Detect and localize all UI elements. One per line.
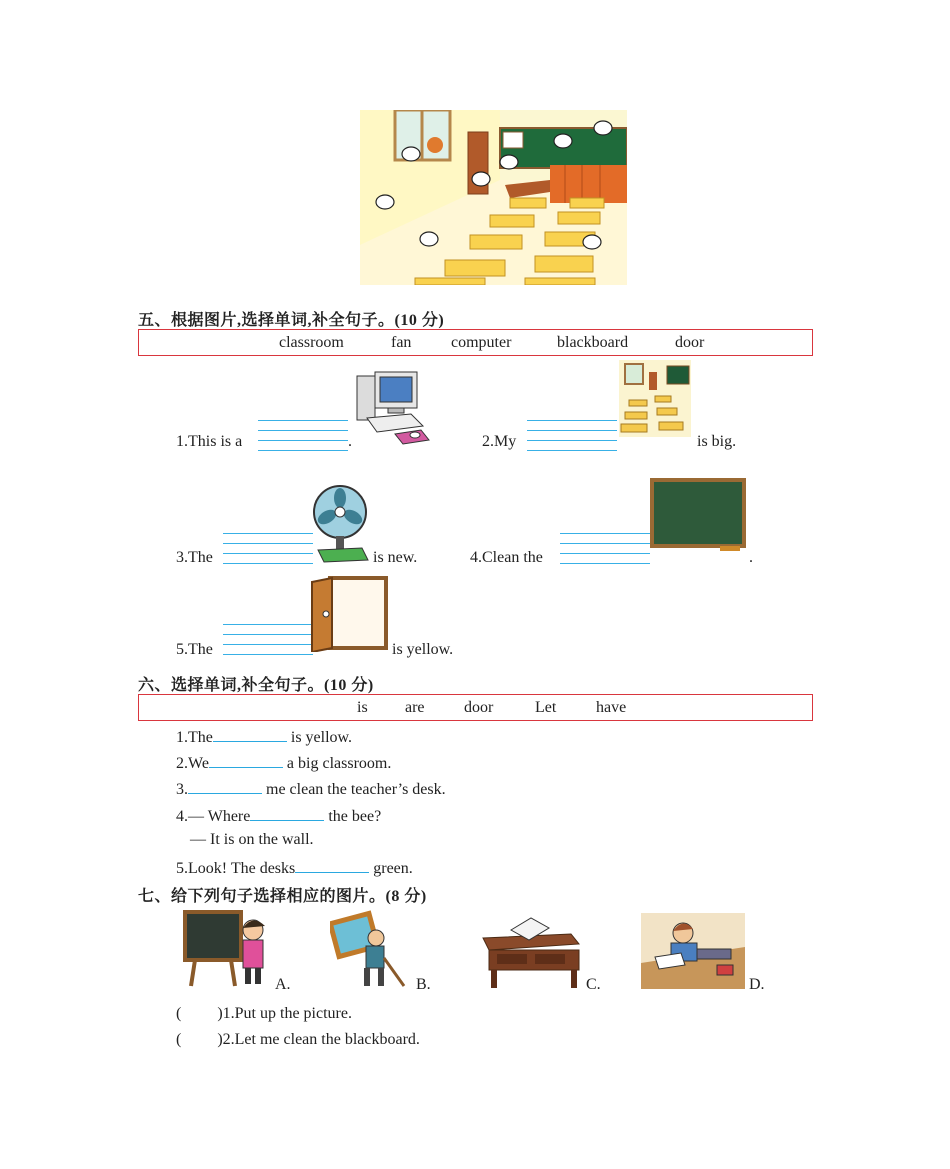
section-5-word-bank bbox=[138, 329, 813, 356]
computer-picture bbox=[355, 368, 435, 446]
classroom-picture bbox=[619, 360, 691, 437]
sec6-item3-pre: 3. bbox=[176, 781, 188, 798]
sec6-item4-post: the bee? bbox=[328, 808, 382, 825]
sec5-item5-blank[interactable] bbox=[223, 624, 313, 658]
sec6-item1-post: is yellow. bbox=[290, 729, 353, 746]
sec6-item5-pre: 5.Look! The desks bbox=[176, 860, 296, 877]
sec6-item1 bbox=[176, 726, 352, 747]
section-6-word-bank bbox=[138, 694, 813, 721]
sec6-item4 bbox=[176, 805, 381, 826]
sec5-item1-blank[interactable] bbox=[258, 420, 348, 454]
option-d-label: D. bbox=[749, 976, 765, 993]
door-picture bbox=[310, 576, 388, 652]
option-b-label: B. bbox=[416, 976, 431, 993]
sec6-item4-answer: — It is on the wall. bbox=[190, 831, 314, 848]
sec5-item3-post: is new. bbox=[373, 549, 418, 566]
sec5-item2-pre: 2.My bbox=[482, 433, 517, 450]
section-6-title: 六、选择单词,补全句子。(10 分) bbox=[138, 677, 374, 694]
sec5-item4-pre: 4.Clean the bbox=[470, 549, 543, 566]
word-bank-item: door bbox=[464, 699, 494, 716]
answer-paren-open[interactable]: ( bbox=[176, 1005, 182, 1022]
option-b-picture bbox=[330, 908, 408, 988]
sec5-item1-post: . bbox=[348, 433, 352, 450]
option-a-label: A. bbox=[275, 976, 291, 993]
sec6-item2-post: a big classroom. bbox=[286, 755, 392, 772]
sec6-item4-blank[interactable] bbox=[250, 805, 324, 821]
sec6-item4-pre: 4.— Where bbox=[176, 808, 251, 825]
word-bank-item: is bbox=[357, 699, 368, 716]
sec5-item4-post: . bbox=[749, 549, 753, 566]
word-bank-item: blackboard bbox=[557, 334, 629, 351]
sec6-item3-post: me clean the teacher’s desk. bbox=[266, 781, 446, 798]
sec6-item1-pre: 1.The bbox=[176, 729, 213, 746]
sec5-item1-pre: 1.This is a bbox=[176, 433, 243, 450]
option-d-picture bbox=[641, 913, 745, 989]
section-7-title: 七、给下列句子选择相应的图片。(8 分) bbox=[138, 888, 427, 905]
question-text: 1.Put up the picture. bbox=[222, 1005, 352, 1022]
sec7-question-2 bbox=[176, 1031, 420, 1049]
sec5-item5-post: is yellow. bbox=[392, 641, 454, 658]
word-bank-item: have bbox=[596, 699, 627, 716]
sec5-item5-pre: 5.The bbox=[176, 641, 213, 658]
sec5-item3-blank[interactable] bbox=[223, 533, 313, 567]
answer-paren-open[interactable]: ( bbox=[176, 1031, 182, 1048]
sec5-item2-blank[interactable] bbox=[527, 420, 617, 454]
option-c-label: C. bbox=[586, 976, 601, 993]
sec5-item2-post: is big. bbox=[697, 433, 737, 450]
option-a-picture bbox=[183, 908, 271, 988]
blackboard-picture bbox=[650, 478, 748, 554]
sec6-item2-blank[interactable] bbox=[209, 752, 283, 768]
sec6-item5-blank[interactable] bbox=[295, 857, 369, 873]
section-5-title: 五、根据图片,选择单词,补全句子。(10 分) bbox=[138, 312, 445, 329]
sec7-question-1 bbox=[176, 1005, 352, 1023]
sec5-item3-pre: 3.The bbox=[176, 549, 213, 566]
question-text: 2.Let me clean the blackboard. bbox=[222, 1031, 420, 1048]
word-bank-item: computer bbox=[451, 334, 512, 351]
sec6-item2-pre: 2.We bbox=[176, 755, 209, 772]
word-bank-item: are bbox=[405, 699, 425, 716]
sec6-item5-post: green. bbox=[373, 860, 413, 877]
word-bank-item: classroom bbox=[279, 334, 344, 351]
sec6-item3 bbox=[176, 778, 446, 799]
word-bank-item: fan bbox=[391, 334, 412, 351]
sec6-item2 bbox=[176, 752, 391, 773]
sec6-item3-blank[interactable] bbox=[188, 778, 262, 794]
sec6-item1-blank[interactable] bbox=[213, 726, 287, 742]
option-c-picture bbox=[475, 912, 583, 990]
fan-picture bbox=[308, 484, 372, 564]
word-bank-item: door bbox=[675, 334, 705, 351]
answer-paren-close: ) bbox=[217, 1005, 223, 1022]
classroom-illustration bbox=[360, 110, 627, 285]
answer-paren-close: ) bbox=[217, 1031, 223, 1048]
word-bank-item: Let bbox=[535, 699, 557, 716]
sec6-item5 bbox=[176, 857, 413, 878]
sec5-item4-blank[interactable] bbox=[560, 533, 650, 567]
